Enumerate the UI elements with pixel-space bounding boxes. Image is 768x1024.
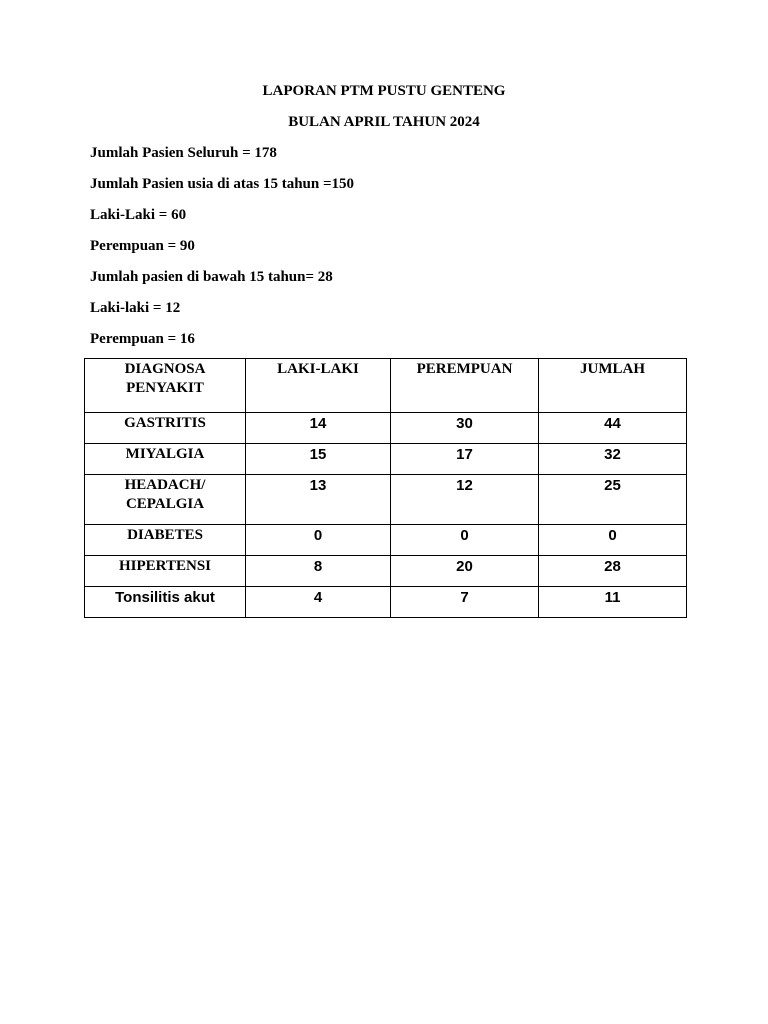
- table-row: [85, 444, 687, 475]
- cell-diagnosa: GASTRITIS: [85, 413, 246, 444]
- table-row: [85, 525, 687, 556]
- cell-jumlah: 44: [539, 413, 687, 444]
- stat-patients-over-15: Jumlah Pasien usia di atas 15 tahun =150: [90, 176, 355, 192]
- cell-perempuan: 7: [391, 587, 539, 618]
- cell-perempuan: 17: [391, 444, 539, 475]
- stat-female-over-15: Perempuan = 90: [90, 238, 195, 254]
- table-row: [85, 556, 687, 587]
- header-diagnosa: [85, 359, 246, 413]
- cell-perempuan: 0: [391, 525, 539, 556]
- cell-laki: 14: [246, 413, 391, 444]
- cell-perempuan: 12: [391, 475, 539, 525]
- stat-total-patients: Jumlah Pasien Seluruh = 178: [90, 145, 277, 161]
- cell-laki: 15: [246, 444, 391, 475]
- cell-laki: 8: [246, 556, 391, 587]
- report-subtitle: BULAN APRIL TAHUN 2024: [288, 114, 480, 130]
- stat-male-over-15: Laki-Laki = 60: [90, 207, 187, 223]
- header-diagnosa-line1: DIAGNOSA: [124, 361, 206, 377]
- cell-jumlah: 0: [539, 525, 687, 556]
- cell-perempuan: 20: [391, 556, 539, 587]
- patient-stats: [90, 144, 690, 361]
- table-row: [85, 587, 687, 618]
- header-perempuan: PEREMPUAN: [391, 359, 539, 413]
- table-header-row: [85, 359, 687, 413]
- cell-jumlah: 11: [539, 587, 687, 618]
- table-row: [85, 413, 687, 444]
- header-jumlah: JUMLAH: [539, 359, 687, 413]
- cell-diagnosa-line2: CEPALGIA: [125, 496, 205, 512]
- stat-female-under-15: Perempuan = 16: [90, 331, 195, 347]
- cell-jumlah: 25: [539, 475, 687, 525]
- cell-laki: 13: [246, 475, 391, 525]
- cell-diagnosa-line1: HEADACH/: [124, 477, 206, 493]
- cell-jumlah: 32: [539, 444, 687, 475]
- cell-diagnosa: MIYALGIA: [85, 444, 246, 475]
- cell-diagnosa: HIPERTENSI: [85, 556, 246, 587]
- table-row: [85, 475, 687, 525]
- cell-laki: 0: [246, 525, 391, 556]
- stat-patients-under-15: Jumlah pasien di bawah 15 tahun= 28: [90, 269, 333, 285]
- cell-diagnosa: Tonsilitis akut: [85, 587, 246, 618]
- header-laki: LAKI-LAKI: [246, 359, 391, 413]
- cell-diagnosa: DIABETES: [85, 525, 246, 556]
- cell-laki: 4: [246, 587, 391, 618]
- stat-male-under-15: Laki-laki = 12: [90, 300, 181, 316]
- diagnosis-table: [84, 358, 687, 618]
- header-diagnosa-line2: PENYAKIT: [126, 380, 204, 396]
- cell-perempuan: 30: [391, 413, 539, 444]
- cell-diagnosa: [85, 475, 246, 525]
- report-title: LAPORAN PTM PUSTU GENTENG: [262, 83, 506, 99]
- cell-jumlah: 28: [539, 556, 687, 587]
